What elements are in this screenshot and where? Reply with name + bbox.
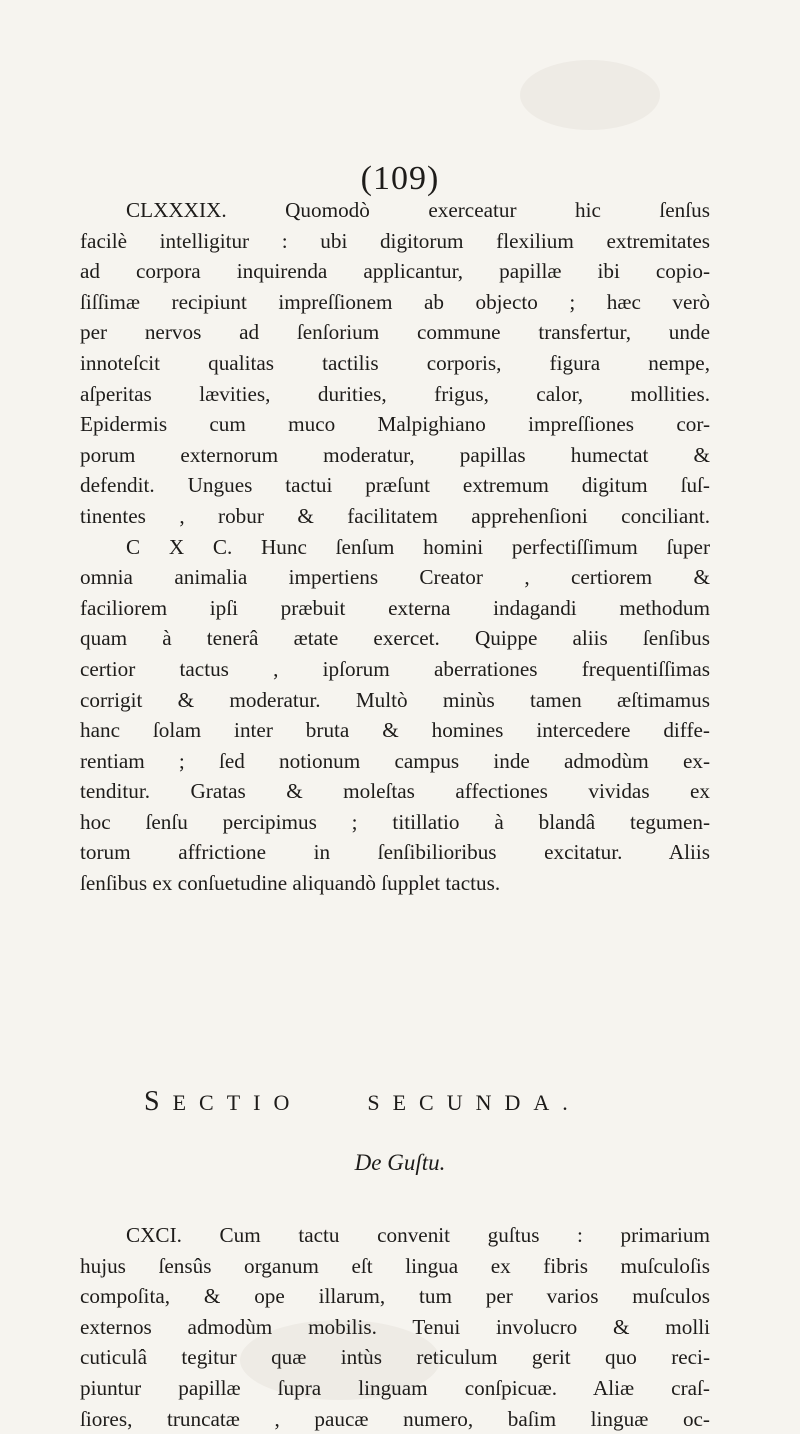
page-number: (109)	[360, 160, 440, 197]
text-line: hanc ſolam inter bruta & homines intercedere diffe-	[80, 718, 710, 743]
section-heading-initial: S	[144, 1086, 173, 1117]
text-line: ſenſibus ex conſuetudine aliquandò ſupplet tactus.	[80, 871, 501, 896]
paragraph-191	[80, 1220, 710, 1434]
text-line: externos admodùm mobilis. Tenui involucro & molli	[80, 1314, 710, 1339]
text-line: tinentes , robur & facilitatem apprehenſioni conciliant.	[80, 503, 710, 528]
text-line: hoc ſenſu percipimus ; titillatio à blandâ tegumen-	[80, 809, 710, 834]
text-line: compoſita, & ope illarum, tum per varios muſculos	[80, 1284, 710, 1309]
section-heading	[144, 1086, 684, 1118]
text-line: aſperitas lævities, durities, frigus, calor, mollities.	[80, 381, 710, 406]
text-line: corrigit & moderatur. Multò minùs tamen æſtimamus	[80, 687, 710, 712]
text-line: ſiores, truncatæ , paucæ numero, baſim linguæ oc-	[80, 1406, 710, 1431]
section-subheading: De Guſtu.	[354, 1150, 446, 1175]
text-line: certior tactus , ipſorum aberrationes frequentiſſimas	[80, 656, 710, 681]
text-line: C X C. Hunc ſenſum homini perfectiſſimum ſuper	[126, 534, 710, 559]
section-heading-secunda: SECUNDA.	[367, 1090, 581, 1115]
text-line: porum externorum moderatur, papillas humectat &	[80, 442, 710, 467]
text-line: tenditur. Gratas & moleſtas affectiones vividas ex	[80, 779, 710, 804]
text-line: innoteſcit qualitas tactilis corporis, figura nempe,	[80, 350, 710, 375]
text-line: piuntur papillæ ſupra linguam conſpicuæ. Aliæ craſ-	[80, 1375, 710, 1400]
text-line: omnia animalia impertiens Creator , certiorem &	[80, 565, 710, 590]
text-line: ſiſſimæ recipiunt impreſſionem ab objecto ; hæc verò	[80, 289, 710, 314]
text-line: defendit. Ungues tactui præſunt extremum digitum ſuſ-	[80, 473, 710, 498]
text-line: facilè intelligitur : ubi digitorum flexilium extremitates	[80, 228, 710, 253]
text-line: faciliorem ipſi præbuit externa indagandi methodum	[80, 595, 710, 620]
paper-stain	[520, 60, 660, 130]
text-line: Epidermis cum muco Malpighiano impreſſiones cor-	[80, 412, 710, 437]
paragraphs-189-190	[80, 195, 710, 899]
text-line: CLXXXIX. Quomodò exerceatur hic ſenſus	[126, 198, 710, 222]
text-line: cuticulâ tegitur quæ intùs reticulum gerit quo reci-	[80, 1345, 710, 1370]
text-line: torum affrictione in ſenſibilioribus excitatur. Aliis	[80, 840, 710, 865]
text-line: ad corpora inquirenda applicantur, papillæ ibi copio-	[80, 259, 710, 284]
text-line: quam à tenerâ ætate exercet. Quippe aliis ſenſibus	[80, 626, 710, 651]
text-line: CXCI. Cum tactu convenit guſtus : primarium	[126, 1223, 710, 1247]
text-line: hujus ſensûs organum eſt lingua ex fibris muſculoſis	[80, 1253, 710, 1278]
section-heading-sectio: ECTIO	[172, 1090, 303, 1115]
text-line: per nervos ad ſenſorium commune transfertur, unde	[80, 320, 710, 345]
text-line: rentiam ; ſed notionum campus inde admodùm ex-	[80, 748, 710, 773]
